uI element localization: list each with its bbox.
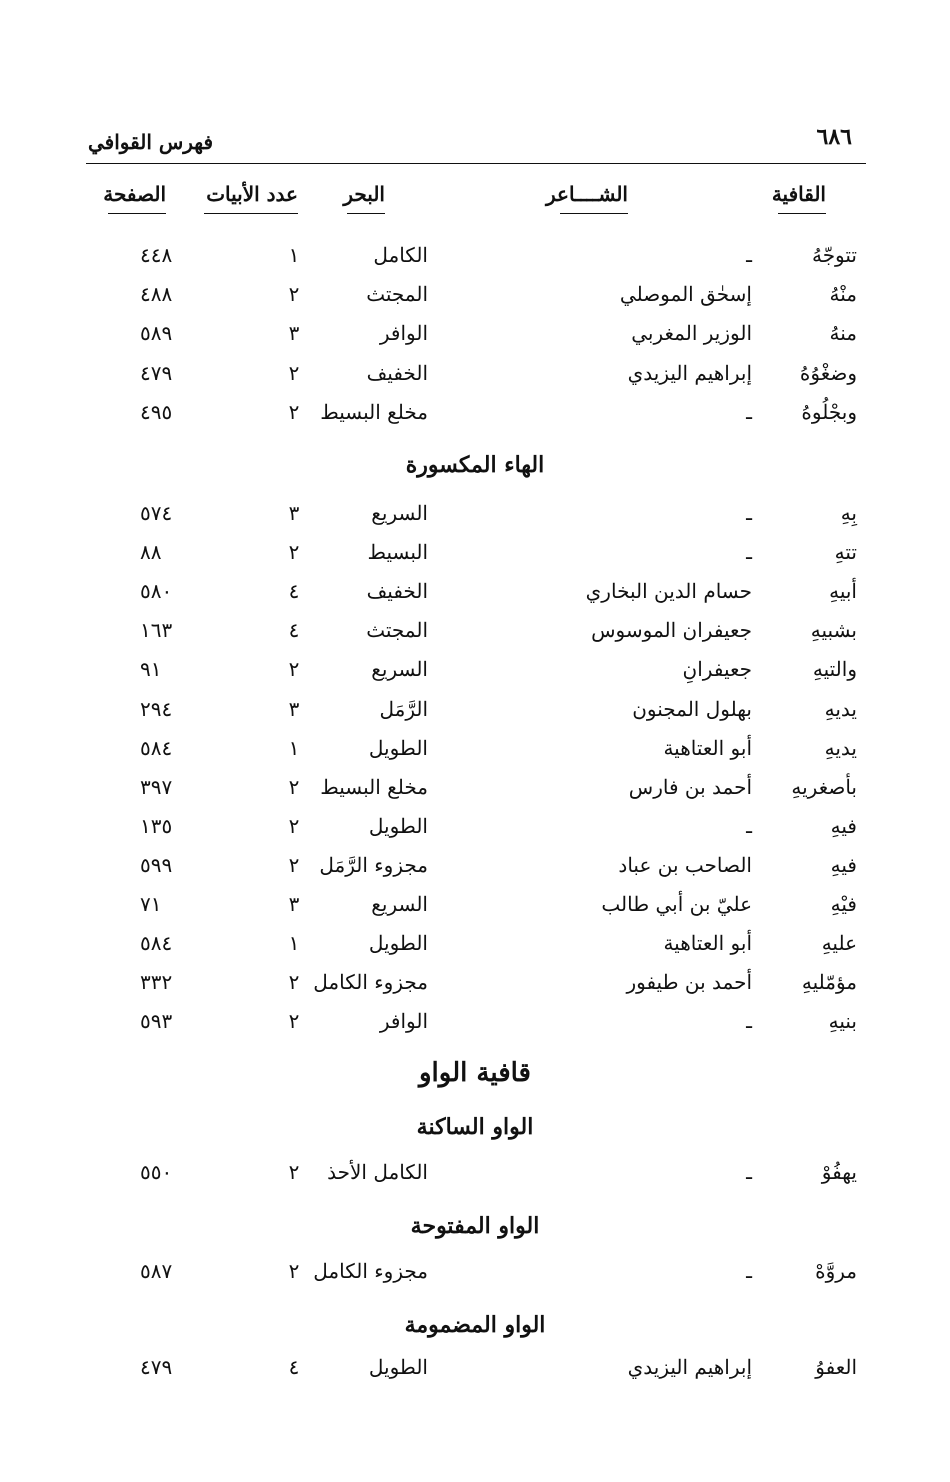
poet-name: ـ — [746, 243, 752, 267]
index-row — [0, 395, 950, 429]
page-reference: ٤٩٥ — [140, 399, 173, 424]
meter-name: السريع — [371, 657, 428, 682]
index-row — [0, 770, 950, 804]
meter-name: السريع — [371, 501, 428, 525]
poet-name: ـ — [746, 813, 752, 838]
poet-name: بهلول المجنون — [632, 696, 752, 721]
rhyme-word: وضغْوُهُ — [799, 360, 857, 385]
poet-name: ـ — [746, 399, 752, 424]
section-title-qafiyat-al-waw: قافية الواو — [419, 1058, 531, 1088]
page-reference: ٥٨٧ — [140, 1259, 173, 1283]
verse-count: ٢ — [288, 540, 300, 565]
meter-name: المجتث — [366, 618, 428, 643]
rhyme-word: مروَّهْ — [815, 1259, 857, 1283]
meter-name: الطويل — [368, 813, 428, 838]
rhyme-word: العفوُ — [815, 1355, 857, 1379]
poet-name: ـ — [746, 1160, 752, 1184]
page-reference: ٣٩٧ — [140, 774, 173, 799]
page-reference: ٥٩٩ — [140, 852, 173, 877]
meter-name: مجزوء الكامل — [313, 1259, 428, 1283]
verse-count: ٢ — [288, 970, 300, 995]
poet-name: الوزير المغربي — [631, 321, 752, 346]
poet-name: ـ — [746, 1009, 752, 1034]
meter-name: الوافر — [379, 321, 428, 346]
verse-count: ٢ — [288, 774, 300, 799]
meter-name: الكامل الأحذ — [327, 1160, 428, 1184]
poet-name: جعيفران الموسوس — [591, 618, 752, 643]
page-reference: ٥٧٤ — [140, 501, 173, 525]
page-reference: ٢٩٤ — [140, 696, 173, 721]
verse-count: ٢ — [288, 852, 300, 877]
poet-name: أبو العتاهية — [663, 931, 752, 956]
index-row — [0, 574, 950, 608]
page-reference: ١٣٥ — [140, 813, 173, 838]
verse-count: ٤ — [288, 618, 300, 643]
meter-name: البسيط — [367, 540, 428, 565]
verse-count: ٢ — [288, 813, 300, 838]
rhyme-word: منْهُ — [829, 282, 857, 307]
verse-count: ٣ — [288, 501, 300, 525]
verse-count: ٢ — [288, 1259, 300, 1283]
poet-name: ـ — [746, 501, 752, 525]
page-reference: ٥٥٠ — [140, 1160, 173, 1184]
rhyme-word: والتيهِ — [812, 657, 857, 682]
rhyme-word: وبجْلُوهُ — [801, 399, 857, 424]
rhyme-word: بنيهِ — [828, 1009, 857, 1034]
page-reference: ٩١ — [140, 657, 162, 682]
page-reference: ٤٨٨ — [140, 282, 173, 307]
page-reference: ٥٨٤ — [140, 735, 173, 760]
rhyme-word: مؤمّليهِ — [801, 970, 857, 995]
index-row — [0, 277, 950, 311]
index-row — [0, 887, 950, 921]
verse-count: ٤ — [288, 1355, 300, 1379]
index-row — [0, 496, 950, 530]
index-row — [0, 1155, 950, 1189]
verse-count: ١ — [288, 243, 300, 267]
column-header-page: الصفحة — [103, 182, 166, 206]
column-header-count: عدد الأبيات — [206, 182, 298, 206]
meter-name: الخفيف — [366, 360, 428, 385]
verse-count: ٢ — [288, 1160, 300, 1184]
index-row — [0, 809, 950, 843]
index-row — [0, 238, 950, 272]
rhyme-word: تتهِ — [834, 540, 857, 565]
running-title: فهرس القوافي — [88, 130, 214, 154]
meter-name: الخفيف — [366, 579, 428, 604]
index-row — [0, 692, 950, 726]
index-row — [0, 1350, 950, 1384]
page-reference: ٥٨٠ — [140, 579, 173, 604]
verse-count: ٢ — [288, 657, 300, 682]
page-reference: ٤٤٨ — [140, 243, 173, 267]
poet-name: ـ — [746, 540, 752, 565]
verse-count: ٢ — [288, 282, 300, 307]
page-reference: ٥٨٩ — [140, 321, 173, 346]
rhyme-word: فيهِ — [830, 852, 857, 877]
index-row — [0, 731, 950, 765]
poet-name: إسحٰق الموصلي — [619, 282, 752, 307]
meter-name: الكامل — [373, 243, 428, 267]
verse-count: ١ — [288, 931, 300, 956]
rhyme-word: بأصغريهِ — [791, 774, 857, 799]
rhyme-word: فيْهِ — [830, 892, 857, 916]
index-row — [0, 926, 950, 960]
section-title-waw-maftuha: الواو المفتوحة — [410, 1213, 540, 1239]
rhyme-word: تتوجّهُ — [811, 243, 857, 267]
rhyme-word: عليهِ — [821, 931, 857, 956]
section-title-waw-madmuma: الواو المضمومة — [404, 1312, 546, 1338]
section-title-waw-sakina: الواو الساكنة — [416, 1114, 534, 1140]
verse-count: ٢ — [288, 360, 300, 385]
rhyme-word: فيهِ — [830, 813, 857, 838]
verse-count: ١ — [288, 735, 300, 760]
poet-name: الصاحب بن عباد — [618, 852, 752, 877]
index-row — [0, 848, 950, 882]
poet-name: ـ — [746, 1259, 752, 1283]
index-row — [0, 613, 950, 647]
verse-count: ٢ — [288, 1009, 300, 1034]
meter-name: الرَّمَل — [379, 696, 428, 721]
index-row — [0, 316, 950, 350]
meter-name: المجتث — [366, 282, 428, 307]
meter-name: السريع — [371, 892, 428, 916]
index-row — [0, 965, 950, 999]
poet-name: أحمد بن طيفور — [626, 970, 752, 995]
poet-name: أحمد بن فارس — [628, 774, 752, 799]
poet-name: عليّ بن أبي طالب — [601, 892, 752, 916]
rhyme-word: يديهِ — [824, 735, 857, 760]
verse-count: ٣ — [288, 696, 300, 721]
verse-count: ٢ — [288, 399, 300, 424]
meter-name: الطويل — [368, 1355, 428, 1379]
verse-count: ٣ — [288, 321, 300, 346]
index-row — [0, 652, 950, 686]
page-reference: ٥٩٣ — [140, 1009, 173, 1034]
index-row — [0, 535, 950, 569]
poet-name: حسام الدين البخاري — [585, 579, 752, 604]
meter-name: مخلع البسيط — [320, 399, 428, 424]
meter-name: الوافر — [379, 1009, 428, 1034]
rhyme-word: يديهِ — [824, 696, 857, 721]
meter-name: مخلع البسيط — [320, 774, 428, 799]
verse-count: ٤ — [288, 579, 300, 604]
rhyme-word: بشبيهِ — [810, 618, 857, 643]
page-reference: ٤٧٩ — [140, 1355, 173, 1379]
page-reference: ٥٨٤ — [140, 931, 173, 956]
rhyme-word: يهفُوْ — [821, 1160, 857, 1184]
poet-name: إبراهيم اليزيدي — [627, 360, 752, 385]
poet-name: جعيفرانِ — [682, 657, 752, 682]
meter-name: مجزوء الرَّمَل — [319, 852, 428, 877]
section-title-ha-kasra: الهاء المكسورة — [405, 452, 545, 478]
page-reference: ١٦٣ — [140, 618, 173, 643]
column-header-bahr: البحر — [343, 182, 385, 206]
page-reference: ٤٧٩ — [140, 360, 173, 385]
poet-name: أبو العتاهية — [663, 735, 752, 760]
page-number: ٦٨٦ — [816, 124, 852, 150]
poet-name: إبراهيم اليزيدي — [627, 1355, 752, 1379]
rhyme-word: منهُ — [829, 321, 857, 346]
meter-name: الطويل — [368, 931, 428, 956]
index-row — [0, 1254, 950, 1288]
page-reference: ٨٨ — [140, 540, 162, 565]
meter-name: الطويل — [368, 735, 428, 760]
page-reference: ٣٣٢ — [140, 970, 173, 995]
rhyme-word: أبيهِ — [829, 579, 857, 604]
rhyme-word: بِهِ — [840, 501, 857, 525]
index-row — [0, 356, 950, 390]
meter-name: مجزوء الكامل — [313, 970, 428, 995]
verse-count: ٣ — [288, 892, 300, 916]
column-header-poet: الشــــاعر — [546, 182, 628, 206]
index-row — [0, 1004, 950, 1038]
header-rule — [86, 163, 866, 164]
column-header-qafiya: القافية — [772, 182, 826, 206]
page-reference: ٧١ — [140, 892, 162, 916]
